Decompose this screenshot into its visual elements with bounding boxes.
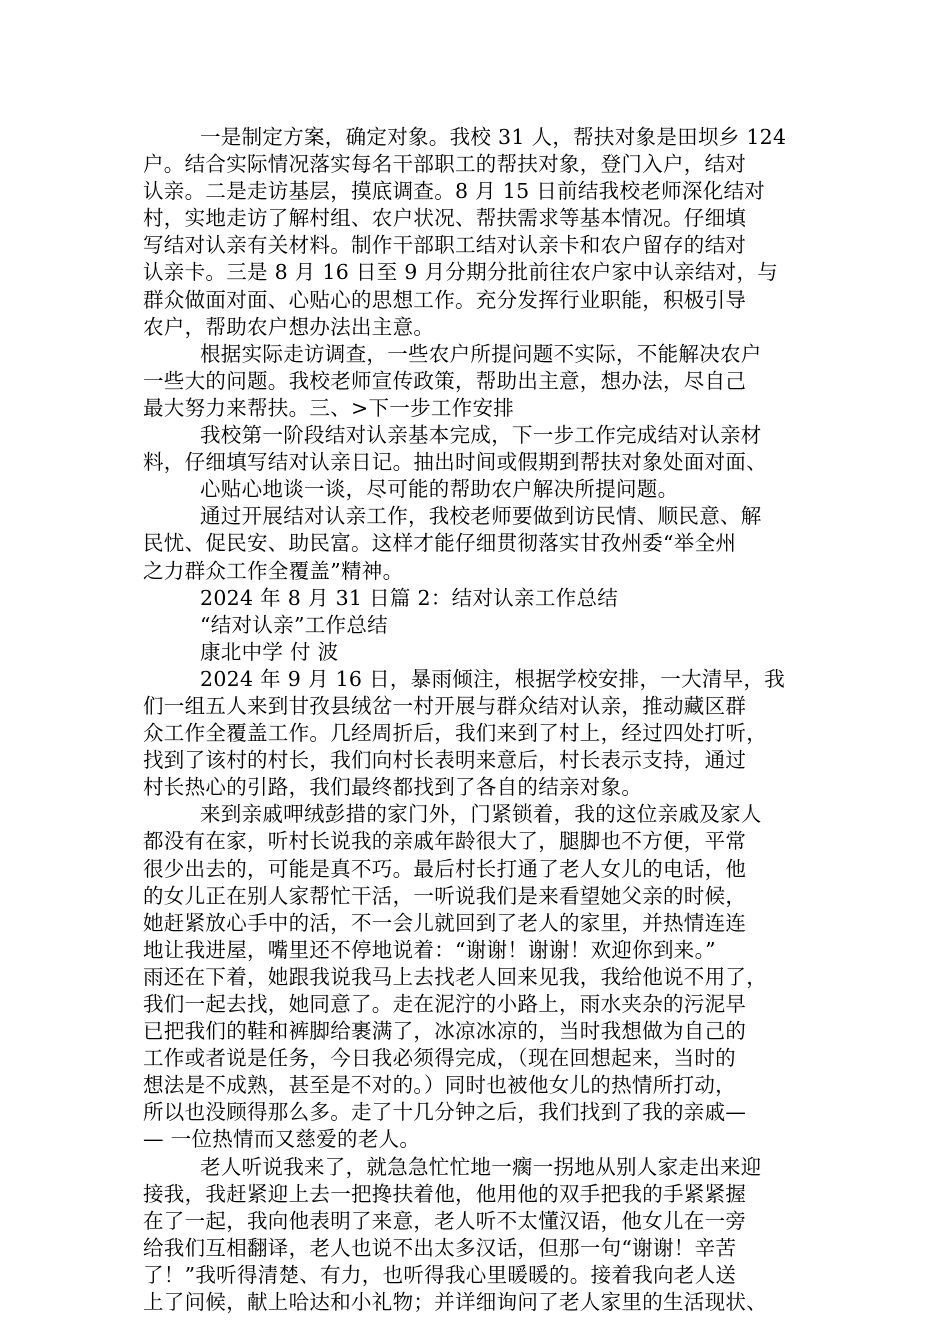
- text-line: 2024 年 9 月 16 日，暴雨倾注，根据学校安排，一大清早，我: [200, 666, 786, 691]
- text-line: 群众做面对面、心贴心的思想工作。充分发挥行业职能，积极引导: [143, 287, 747, 312]
- text-line: 她赶紧放心手中的活，不一会儿就回到了老人的家里，并热情连连: [143, 910, 747, 935]
- text-line: 们一组五人来到甘孜县绒岔一村开展与群众结对认亲，推动藏区群: [143, 693, 747, 718]
- text-line: 之力群众工作全覆盖”精神。: [143, 558, 404, 583]
- text-line: 根据实际走访调查，一些农户所提问题不实际，不能解决农户: [200, 341, 762, 366]
- text-line: 最大努力来帮扶。三、>下一步工作安排: [143, 395, 515, 420]
- text-line: 认亲卡。三是 8 月 16 日至 9 月分期分批前往农户家中认亲结对，与: [143, 260, 779, 285]
- text-line: 心贴心地谈一谈，尽可能的帮助农户解决所提问题。: [200, 477, 679, 502]
- text-line: 上了问候，献上哈达和小礼物；并详细询问了老人家里的生活现状、: [143, 1290, 767, 1315]
- text-line: 雨还在下着，她跟我说我马上去找老人回来见我，我给他说不用了，: [143, 964, 767, 989]
- document-body: [143, 124, 823, 1316]
- text-line: 工作或者说是任务，今日我必须得完成，（现在回想起来，当时的: [143, 1046, 736, 1071]
- text-line: 找到了该村的村长，我们向村长表明来意后，村长表示支持，通过: [143, 748, 747, 773]
- text-line: 众工作全覆盖工作。几经周折后，我们来到了村上，经过四处打听，: [143, 721, 767, 746]
- text-line: 给我们互相翻译，老人也说不出太多汉话，但那一句“谢谢！辛苦: [143, 1235, 737, 1260]
- text-line: 一些大的问题。我校老师宣传政策，帮助出主意，想办法，尽自己: [143, 368, 747, 393]
- text-line: 一是制定方案，确定对象。我校 31 人，帮扶对象是田坝乡 124: [200, 125, 787, 149]
- text-line: 了！”我听得清楚、有力，也听得我心里暖暖的。接着我向老人送: [143, 1262, 737, 1287]
- text-line: 在了一起，我向他表明了来意，老人听不太懂汉语，他女儿在一旁: [143, 1208, 747, 1233]
- text-line: 民忧、促民安、助民富。这样才能仔细贯彻落实甘孜州委“举全州: [143, 531, 737, 556]
- text-line: 来到亲戚呷绒彭措的家门外，门紧锁着，我的这位亲戚及家人: [200, 802, 762, 827]
- text-line: 接我，我赶紧迎上去一把搀扶着他，他用他的双手把我的手紧紧握: [143, 1181, 747, 1206]
- text-line: 已把我们的鞋和裤脚给裹满了，冰凉冰凉的，当时我想做为自己的: [143, 1019, 747, 1044]
- text-line: 想法是不成熟，甚至是不对的。）同时也被他女儿的热情所打动，: [143, 1073, 736, 1098]
- text-line: 都没有在家，听村长说我的亲戚年龄很大了，腿脚也不方便，平常: [143, 829, 747, 854]
- text-line: 的女儿正在别人家帮忙干活，一听说我们是来看望她父亲的时候，: [143, 883, 747, 908]
- text-line: 地让我进屋，嘴里还不停地说着：“谢谢！谢谢！欢迎你到来。”: [143, 937, 716, 962]
- text-line: 2024 年 8 月 31 日篇 2：结对认亲工作总结: [200, 585, 619, 610]
- text-line: 认亲。二是走访基层，摸底调查。8 月 15 日前结我校老师深化结对: [143, 179, 766, 204]
- text-line: 我校第一阶段结对认亲基本完成，下一步工作完成结对认亲材: [200, 423, 762, 448]
- text-line: 我们一起去找，她同意了。走在泥泞的小路上，雨水夹杂的污泥早: [143, 992, 747, 1016]
- text-line: 很少出去的，可能是真不巧。最后村长打通了老人女儿的电话，他: [143, 856, 747, 881]
- text-line: “结对认亲”工作总结: [200, 612, 388, 637]
- text-line: 户。结合实际情况落实每名干部职工的帮扶对象，登门入户，结对: [143, 152, 747, 177]
- text-line: 农户，帮助农户想办法出主意。: [143, 314, 435, 339]
- text-line: 通过开展结对认亲工作，我校老师要做到访民情、顺民意、解: [200, 504, 762, 529]
- text-line: 料，仔细填写结对认亲日记。抽出时间或假期到帮扶对象处面对面、: [143, 450, 767, 475]
- text-line: 所以也没顾得那么多。走了十几分钟之后，我们找到了我的亲戚—: [143, 1100, 747, 1125]
- text-line: 村长热心的引路，我们最终都找到了各自的结亲对象。: [143, 775, 643, 800]
- text-line: 写结对认亲有关材料。制作干部职工结对认亲卡和农户留存的结对: [143, 233, 747, 258]
- text-line: — 一位热情而又慈爱的老人。: [143, 1127, 421, 1152]
- text-line: 老人听说我来了，就急急忙忙地一瘸一拐地从别人家走出来迎: [200, 1154, 762, 1179]
- text-line: 康北中学 付 波: [200, 639, 339, 664]
- text-line: 村，实地走访了解村组、农户状况、帮扶需求等基本情况。仔细填: [143, 206, 747, 231]
